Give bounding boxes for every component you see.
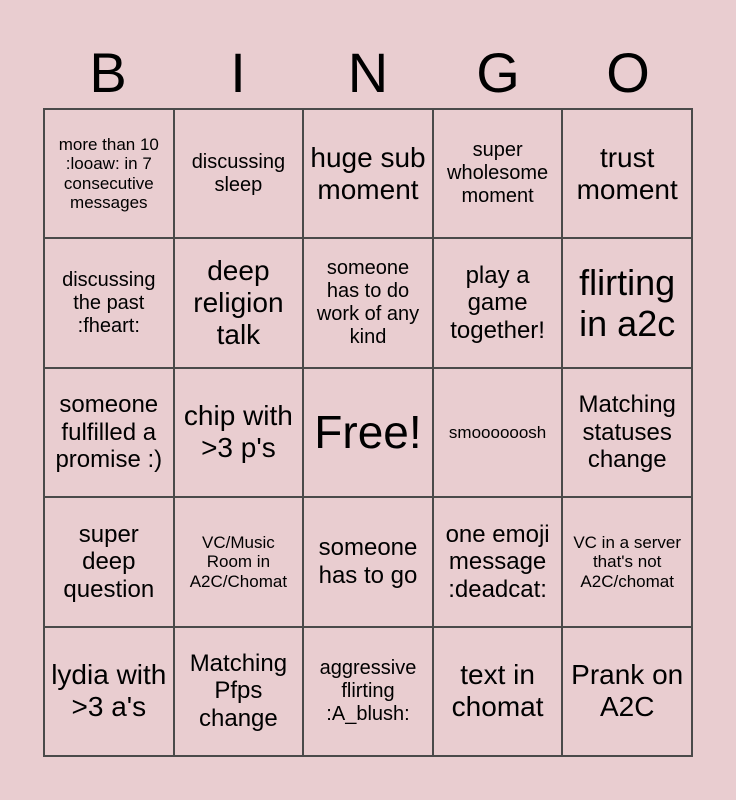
- bingo-cell-r2-c5[interactable]: flirting in a2c: [562, 238, 692, 367]
- bingo-cell-r3-c5[interactable]: Matching statuses change: [562, 368, 692, 497]
- header-letter-n: N: [347, 41, 389, 104]
- bingo-cell-r1-c1[interactable]: more than 10 :looaw: in 7 consecutive messages: [44, 109, 174, 238]
- header-letter-i: I: [230, 41, 246, 104]
- bingo-cell-r3-c1[interactable]: someone fulfilled a promise :): [44, 368, 174, 497]
- bingo-cell-r5-c2[interactable]: Matching Pfps change: [174, 627, 304, 756]
- bingo-cell-r1-c5[interactable]: trust moment: [562, 109, 692, 238]
- bingo-cell-r2-c1[interactable]: discussing the past :fheart:: [44, 238, 174, 367]
- bingo-cell-r3-c4[interactable]: smoooooosh: [433, 368, 563, 497]
- header-letter-b: B: [89, 41, 127, 104]
- bingo-board: [43, 108, 693, 757]
- bingo-cell-r1-c2[interactable]: discussing sleep: [174, 109, 304, 238]
- bingo-cell-r1-c4[interactable]: super wholesome moment: [433, 109, 563, 238]
- bingo-cell-r2-c4[interactable]: play a game together!: [433, 238, 563, 367]
- free-space-cell[interactable]: Free!: [303, 368, 433, 497]
- bingo-cell-r2-c3[interactable]: someone has to do work of any kind: [303, 238, 433, 367]
- bingo-cell-r5-c5[interactable]: Prank on A2C: [562, 627, 692, 756]
- bingo-cell-r2-c2[interactable]: deep religion talk: [174, 238, 304, 367]
- bingo-cell-r4-c5[interactable]: VC in a server that's not A2C/chomat: [562, 497, 692, 626]
- bingo-header: [43, 38, 693, 108]
- bingo-cell-r4-c3[interactable]: someone has to go: [303, 497, 433, 626]
- bingo-cell-r5-c1[interactable]: lydia with >3 a's: [44, 627, 174, 756]
- bingo-cell-r5-c3[interactable]: aggressive flirting :A_blush:: [303, 627, 433, 756]
- bingo-cell-r5-c4[interactable]: text in chomat: [433, 627, 563, 756]
- bingo-cell-r4-c1[interactable]: super deep question: [44, 497, 174, 626]
- bingo-cell-r4-c4[interactable]: one emoji message :deadcat:: [433, 497, 563, 626]
- header-letter-o: O: [606, 41, 650, 104]
- header-letter-g: G: [476, 41, 520, 104]
- bingo-cell-r3-c2[interactable]: chip with >3 p's: [174, 368, 304, 497]
- bingo-cell-r1-c3[interactable]: huge sub moment: [303, 109, 433, 238]
- bingo-cell-r4-c2[interactable]: VC/Music Room in A2C/Chomat: [174, 497, 304, 626]
